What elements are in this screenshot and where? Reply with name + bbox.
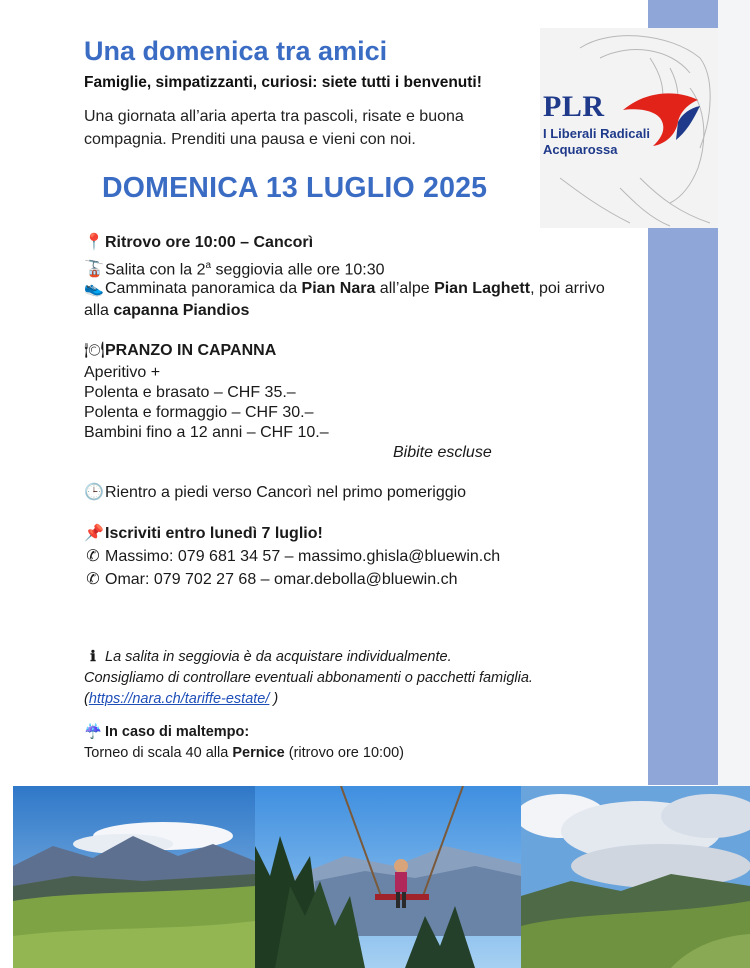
- plr-logo: [540, 28, 718, 228]
- shoe-icon: 👟: [84, 280, 104, 297]
- info-note: ℹ La salita in seggiovia è da acquistare individualmente. Consigliamo di controllare eventuali abbonamenti o pacchetti famiglia. (https://nara.ch/tariffe-estate/ ): [84, 649, 533, 707]
- meeting-line: 📍Ritrovo ore 10:00 – Cancorì: [84, 232, 624, 254]
- phone-icon: ✆: [86, 548, 100, 565]
- valley-clouds-photo: [521, 786, 750, 968]
- tariffs-link[interactable]: https://nara.ch/tariffe-estate/: [88, 691, 270, 707]
- pin-icon: 📍: [84, 234, 104, 251]
- lunch-item: Aperitivo +: [84, 364, 161, 381]
- event-date: DOMENICA 13 LUGLIO 2025: [102, 172, 488, 204]
- umbrella-icon: ☔: [84, 724, 103, 740]
- mountain-meadow-photo: [13, 786, 255, 968]
- signup-heading: 📌Iscriviti entro lunedì 7 luglio!: [84, 523, 624, 545]
- contact-massimo: ✆ Massimo: 079 681 34 57 – massimo.ghisla@bluewin.ch: [84, 546, 624, 568]
- swing-photo: [255, 786, 521, 968]
- logo-line-2: Acquarossa: [543, 142, 618, 157]
- lunch-item: Polenta e brasato – CHF 35.–: [84, 384, 296, 401]
- drinks-note: Bibite escluse: [393, 444, 492, 461]
- logo-line-1: I Liberali Radicali: [543, 126, 650, 141]
- intro-text: Una giornata all’aria aperta tra pascoli, risate e buona compagnia. Prenditi una pausa e vieni con noi.: [84, 108, 464, 148]
- return-line: 🕒Rientro a piedi verso Cancorì nel primo pomeriggio: [84, 482, 624, 504]
- photo-strip: [13, 786, 750, 968]
- info-icon: ℹ: [90, 649, 96, 665]
- cable-car-icon: 🚡: [84, 261, 104, 279]
- page-title: Una domenica tra amici: [84, 36, 388, 66]
- lunch-heading: 🍽PRANZO IN CAPANNA: [84, 340, 624, 362]
- lunch-item: Bambini fino a 12 anni – CHF 10.–: [84, 424, 329, 441]
- pushpin-icon: 📌: [84, 525, 104, 542]
- walk-line: 👟Camminata panoramica da Pian Nara all’alpe Pian Laghett, poi arrivo alla capanna Piandios: [84, 280, 605, 319]
- plate-icon: 🍽: [84, 342, 105, 359]
- phone-icon: ✆: [86, 571, 100, 588]
- weather-note: ☔ In caso di maltempo: Torneo di scala 40 alla Pernice (ritrovo ore 10:00): [84, 724, 405, 761]
- contact-omar: ✆ Omar: 079 702 27 68 – omar.debolla@bluewin.ch: [84, 569, 624, 591]
- lunch-item: Polenta e formaggio – CHF 30.–: [84, 404, 314, 421]
- chairlift-line: 🚡Salita con la 2$^a$ seggiovia alle ore 10:30: [84, 255, 624, 281]
- logo-wordmark: PLR: [543, 90, 605, 123]
- subtitle: Famiglie, simpatizzanti, curiosi: siete tutti i benvenuti!: [84, 74, 482, 91]
- clock-icon: 🕒: [84, 484, 104, 501]
